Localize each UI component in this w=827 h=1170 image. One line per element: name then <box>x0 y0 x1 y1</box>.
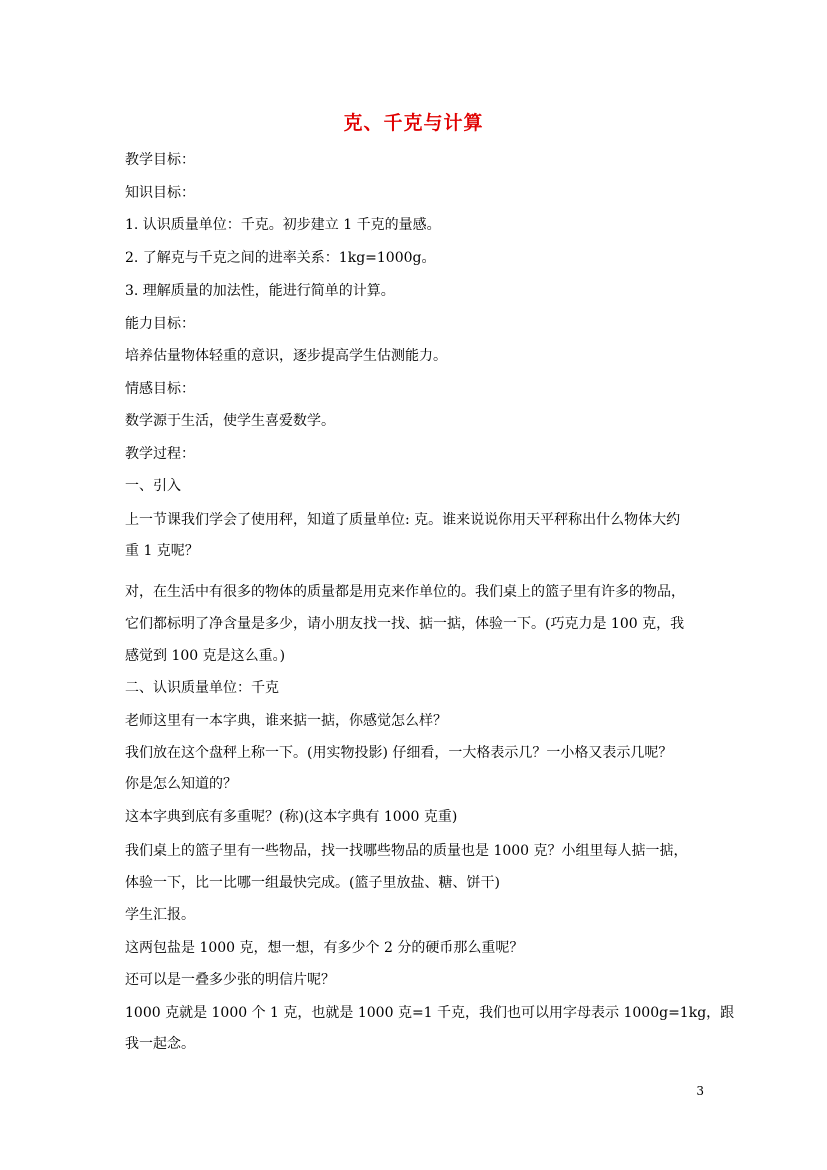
text-line: 体验一下，比一比哪一组最快完成。(篮子里放盐、糖、饼干) <box>125 875 500 891</box>
text-line: 二、认识质量单位：千克 <box>125 680 279 696</box>
text-line: 上一节课我们学会了使用秤，知道了质量单位: 克。谁来说说你用天平秤称出什么物体大约 <box>125 512 681 528</box>
text-line: 我们桌上的篮子里有一些物品，找一找哪些物品的质量也是 1000 克？小组里每人掂一掂， <box>125 843 688 859</box>
text-line: 对，在生活中有很多的物体的质量都是用克来作单位的。我们桌上的篮子里有许多的物品， <box>125 584 685 600</box>
document-title: 克、千克与计算 <box>343 112 484 134</box>
text-line: 3. 理解质量的加法性，能进行简单的计算。 <box>125 283 395 299</box>
text-line: 你是怎么知道的？ <box>125 776 237 792</box>
text-line: 2. 了解克与千克之间的进率关系：1kg=1000g。 <box>125 250 436 266</box>
text-line: 一、引入 <box>125 478 181 494</box>
text-line: 教学目标： <box>125 152 195 168</box>
text-line: 能力目标： <box>125 316 195 332</box>
text-line: 还可以是一叠多少张的明信片呢？ <box>125 972 335 988</box>
text-line: 这两包盐是 1000 克，想一想，有多少个 2 分的硬币那么重呢？ <box>125 940 524 956</box>
text-line: 1. 认识质量单位：千克。初步建立 1 千克的量感。 <box>125 217 441 233</box>
text-line: 这本字典到底有多重呢？(称)(这本字典有 1000 克重) <box>125 809 458 825</box>
page-number: 3 <box>696 1084 704 1098</box>
text-line: 我们放在这个盘秤上称一下。(用实物投影) 仔细看，一大格表示几？一小格又表示几呢？ <box>125 745 673 761</box>
text-line: 我一起念。 <box>125 1036 195 1052</box>
text-line: 知识目标： <box>125 185 195 201</box>
text-line: 数学源于生活，使学生喜爱数学。 <box>125 413 335 429</box>
text-line: 老师这里有一本字典，谁来掂一掂，你感觉怎么样？ <box>125 713 447 729</box>
text-line: 感觉到 100 克是这么重。) <box>125 648 286 664</box>
text-line: 培养估量物体轻重的意识，逐步提高学生估测能力。 <box>125 348 447 364</box>
text-line: 重 1 克呢？ <box>125 543 199 559</box>
text-line: 它们都标明了净含量是多少，请小朋友找一找、掂一掂，体验一下。(巧克力是 100 克，我 <box>125 616 685 632</box>
text-line: 情感目标： <box>125 381 195 397</box>
text-line: 教学过程： <box>125 446 195 462</box>
text-line: 1000 克就是 1000 个 1 克，也就是 1000 克=1 千克，我们也可以用字母表示 1000g=1kg，跟 <box>125 1005 735 1021</box>
text-line: 学生汇报。 <box>125 907 195 923</box>
